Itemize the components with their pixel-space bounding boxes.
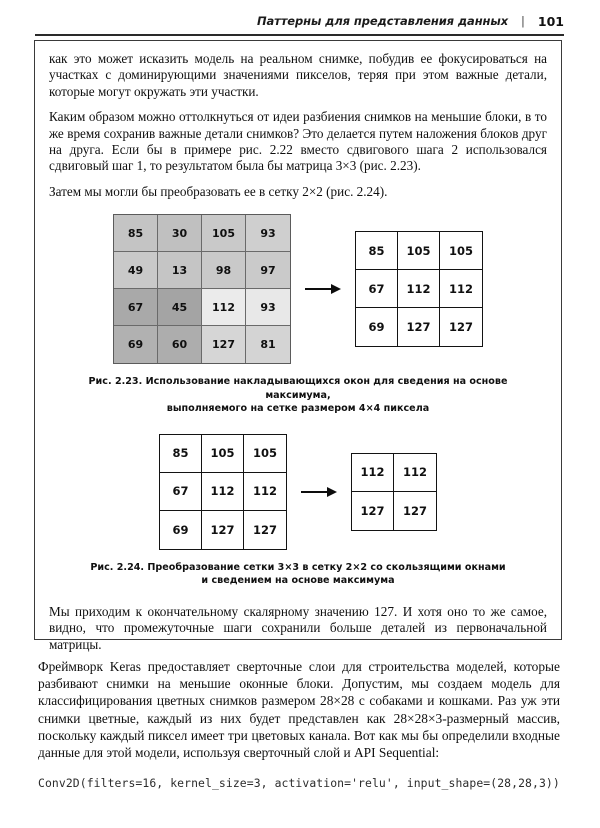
grid-cell: 13 (158, 252, 202, 289)
figure-2-23-result-grid (355, 231, 483, 347)
grid-cell: 67 (160, 473, 202, 511)
page-number: 101 (537, 14, 564, 29)
grid-cell: 69 (114, 326, 158, 363)
grid-cell: 69 (356, 308, 398, 346)
grid-cell: 127 (202, 326, 246, 363)
grid-cell: 67 (356, 270, 398, 308)
grid-cell: 127 (352, 492, 394, 530)
grid-cell: 105 (202, 435, 244, 473)
figure-2-24-caption-line1: Рис. 2.24. Преобразование сетки 3×3 в сетку 2×2 со скользящими окнами (90, 561, 506, 573)
grid-cell: 127 (202, 511, 244, 549)
figure-2-23 (49, 214, 547, 416)
figure-2-24 (49, 434, 547, 588)
grid-cell: 112 (202, 473, 244, 511)
grid-cell: 60 (158, 326, 202, 363)
grid-cell: 93 (246, 215, 290, 252)
grid-cell: 112 (202, 289, 246, 326)
grid-cell: 112 (244, 473, 286, 511)
page-header (33, 14, 564, 36)
paragraph-2: Каким образом можно оттолкнуться от идеи разбиения снимков на меньшие блоки, в то же время сохранив важные детали снимков? Это делается путем наложения блоков друг на друга. Если бы в примере рис. 2.22 вместо сдвигового шага 2 использовался сдвиговый шаг 1, то результатом была бы матрица 3×3 (рис. 2.23). (49, 109, 547, 174)
grid-cell: 85 (356, 232, 398, 270)
grid-cell: 85 (160, 435, 202, 473)
grid-cell: 97 (246, 252, 290, 289)
figure-2-24-result-grid (351, 453, 437, 531)
grid-cell: 112 (394, 454, 436, 492)
code-snippet: Conv2D(filters=16, kernel_size=3, activation='relu', input_shape=(28,28,3)) (38, 776, 560, 791)
figure-2-23-caption (63, 375, 533, 416)
figure-2-23-caption-line1: Рис. 2.23. Использование накладывающихся окон для сведения на основе максимума, (88, 376, 508, 401)
grid-cell: 85 (114, 215, 158, 252)
right-arrow-icon (301, 487, 337, 497)
figure-2-24-caption-line2: и сведением на основе максимума (201, 575, 395, 587)
grid-cell: 49 (114, 252, 158, 289)
grid-cell: 127 (440, 308, 482, 346)
grid-cell: 98 (202, 252, 246, 289)
grid-cell: 105 (398, 232, 440, 270)
grid-cell: 112 (352, 454, 394, 492)
paragraph-1: как это может исказить модель на реальном снимке, побудив ее фокусироваться на участках с доминирующими значениями пикселов, теряя при этом важные детали, которые могут окружать эти участки. (49, 51, 547, 99)
grid-cell: 127 (394, 492, 436, 530)
figure-2-23-source-grid (113, 214, 291, 364)
footer-section (38, 658, 560, 790)
figure-2-24-source-grid (159, 434, 287, 550)
figure-2-24-diagram (49, 434, 547, 550)
grid-cell: 105 (440, 232, 482, 270)
grid-cell: 67 (114, 289, 158, 326)
closing-paragraph: Мы приходим к окончательному скалярному значению 127. И хотя оно то же самое, видно, что промежуточные шаги сохранили больше деталей из первоначальной матрицы. (49, 603, 547, 652)
grid-cell: 105 (244, 435, 286, 473)
paragraph-3: Затем мы могли бы преобразовать ее в сетку 2×2 (рис. 2.24). (49, 183, 388, 199)
content-frame (34, 40, 562, 652)
header-title: Паттерны для представления данных (256, 14, 509, 28)
grid-cell: 30 (158, 215, 202, 252)
figure-2-24-caption (63, 561, 533, 588)
grid-cell: 112 (398, 270, 440, 308)
header-rule (35, 34, 564, 36)
grid-cell: 112 (440, 270, 482, 308)
right-arrow-icon (305, 284, 341, 294)
header-separator: | (521, 14, 525, 28)
grid-cell: 127 (244, 511, 286, 549)
grid-cell: 45 (158, 289, 202, 326)
grid-cell: 81 (246, 326, 290, 363)
grid-cell: 93 (246, 289, 290, 326)
grid-cell: 105 (202, 215, 246, 252)
grid-cell: 127 (398, 308, 440, 346)
grid-cell: 69 (160, 511, 202, 549)
figure-2-23-diagram (49, 214, 547, 364)
keras-paragraph: Фреймворк Keras предоставляет сверточные слои для строительства моделей, которые разбивают снимки на меньшие оконные блоки. Допустим, мы создаем модель для классифицирования цветных снимков размером 28×28 с собаками и кошками. Раз уж эти снимки цветные, каждый из них будет представлен как 28×28×3-размерный массив, поскольку каждый пиксел имеет три цветовых канала. Вот как мы бы определили входные данные для этой модели, используя сверточный слой и API Sequential: (38, 659, 560, 761)
figure-2-23-caption-line2: выполняемого на сетке размером 4×4 пиксела (166, 403, 430, 415)
